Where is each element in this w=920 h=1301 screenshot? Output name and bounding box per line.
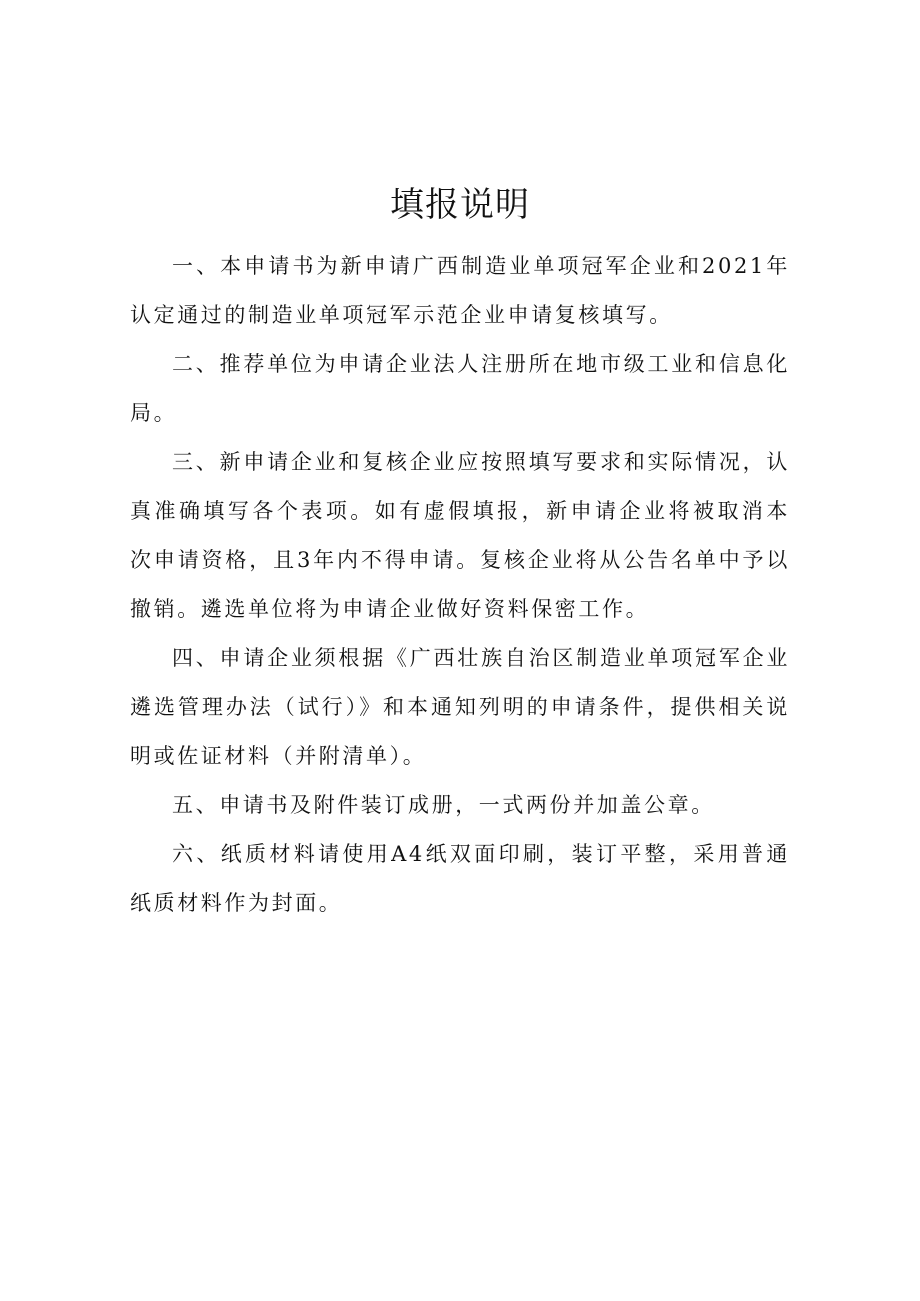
paragraph-5: 五、申请书及附件装订成册，一式两份并加盖公章。 (172, 793, 715, 817)
paragraph-4: 四、申请企业须根据《广西壮族自治区制造业单项冠军企业遴选管理办法（试行）》和本通知列明的申请条件，提供相关说明或佐证材料（并附清单）。 (130, 646, 790, 768)
page-title: 填报说明 (390, 185, 530, 225)
paragraph-6: 六、纸质材料请使用A4纸双面印刷，装订平整，采用普通纸质材料作为封面。 (130, 842, 790, 915)
paragraph-1: 一、本申请书为新申请广西制造业单项冠军企业和2021年认定通过的制造业单项冠军示范企业申请复核填写。 (130, 254, 790, 327)
paragraph-3: 三、新申请企业和复核企业应按照填写要求和实际情况，认真准确填写各个表项。如有虚假填报，新申请企业将被取消本次申请资格，且3年内不得申请。复核企业将从公告名单中予以撤销。遴选单位将为申请企业做好资料保密工作。 (130, 450, 790, 621)
document-body (130, 242, 790, 928)
paragraph-2: 二、推荐单位为申请企业法人注册所在地市级工业和信息化局。 (130, 352, 790, 425)
